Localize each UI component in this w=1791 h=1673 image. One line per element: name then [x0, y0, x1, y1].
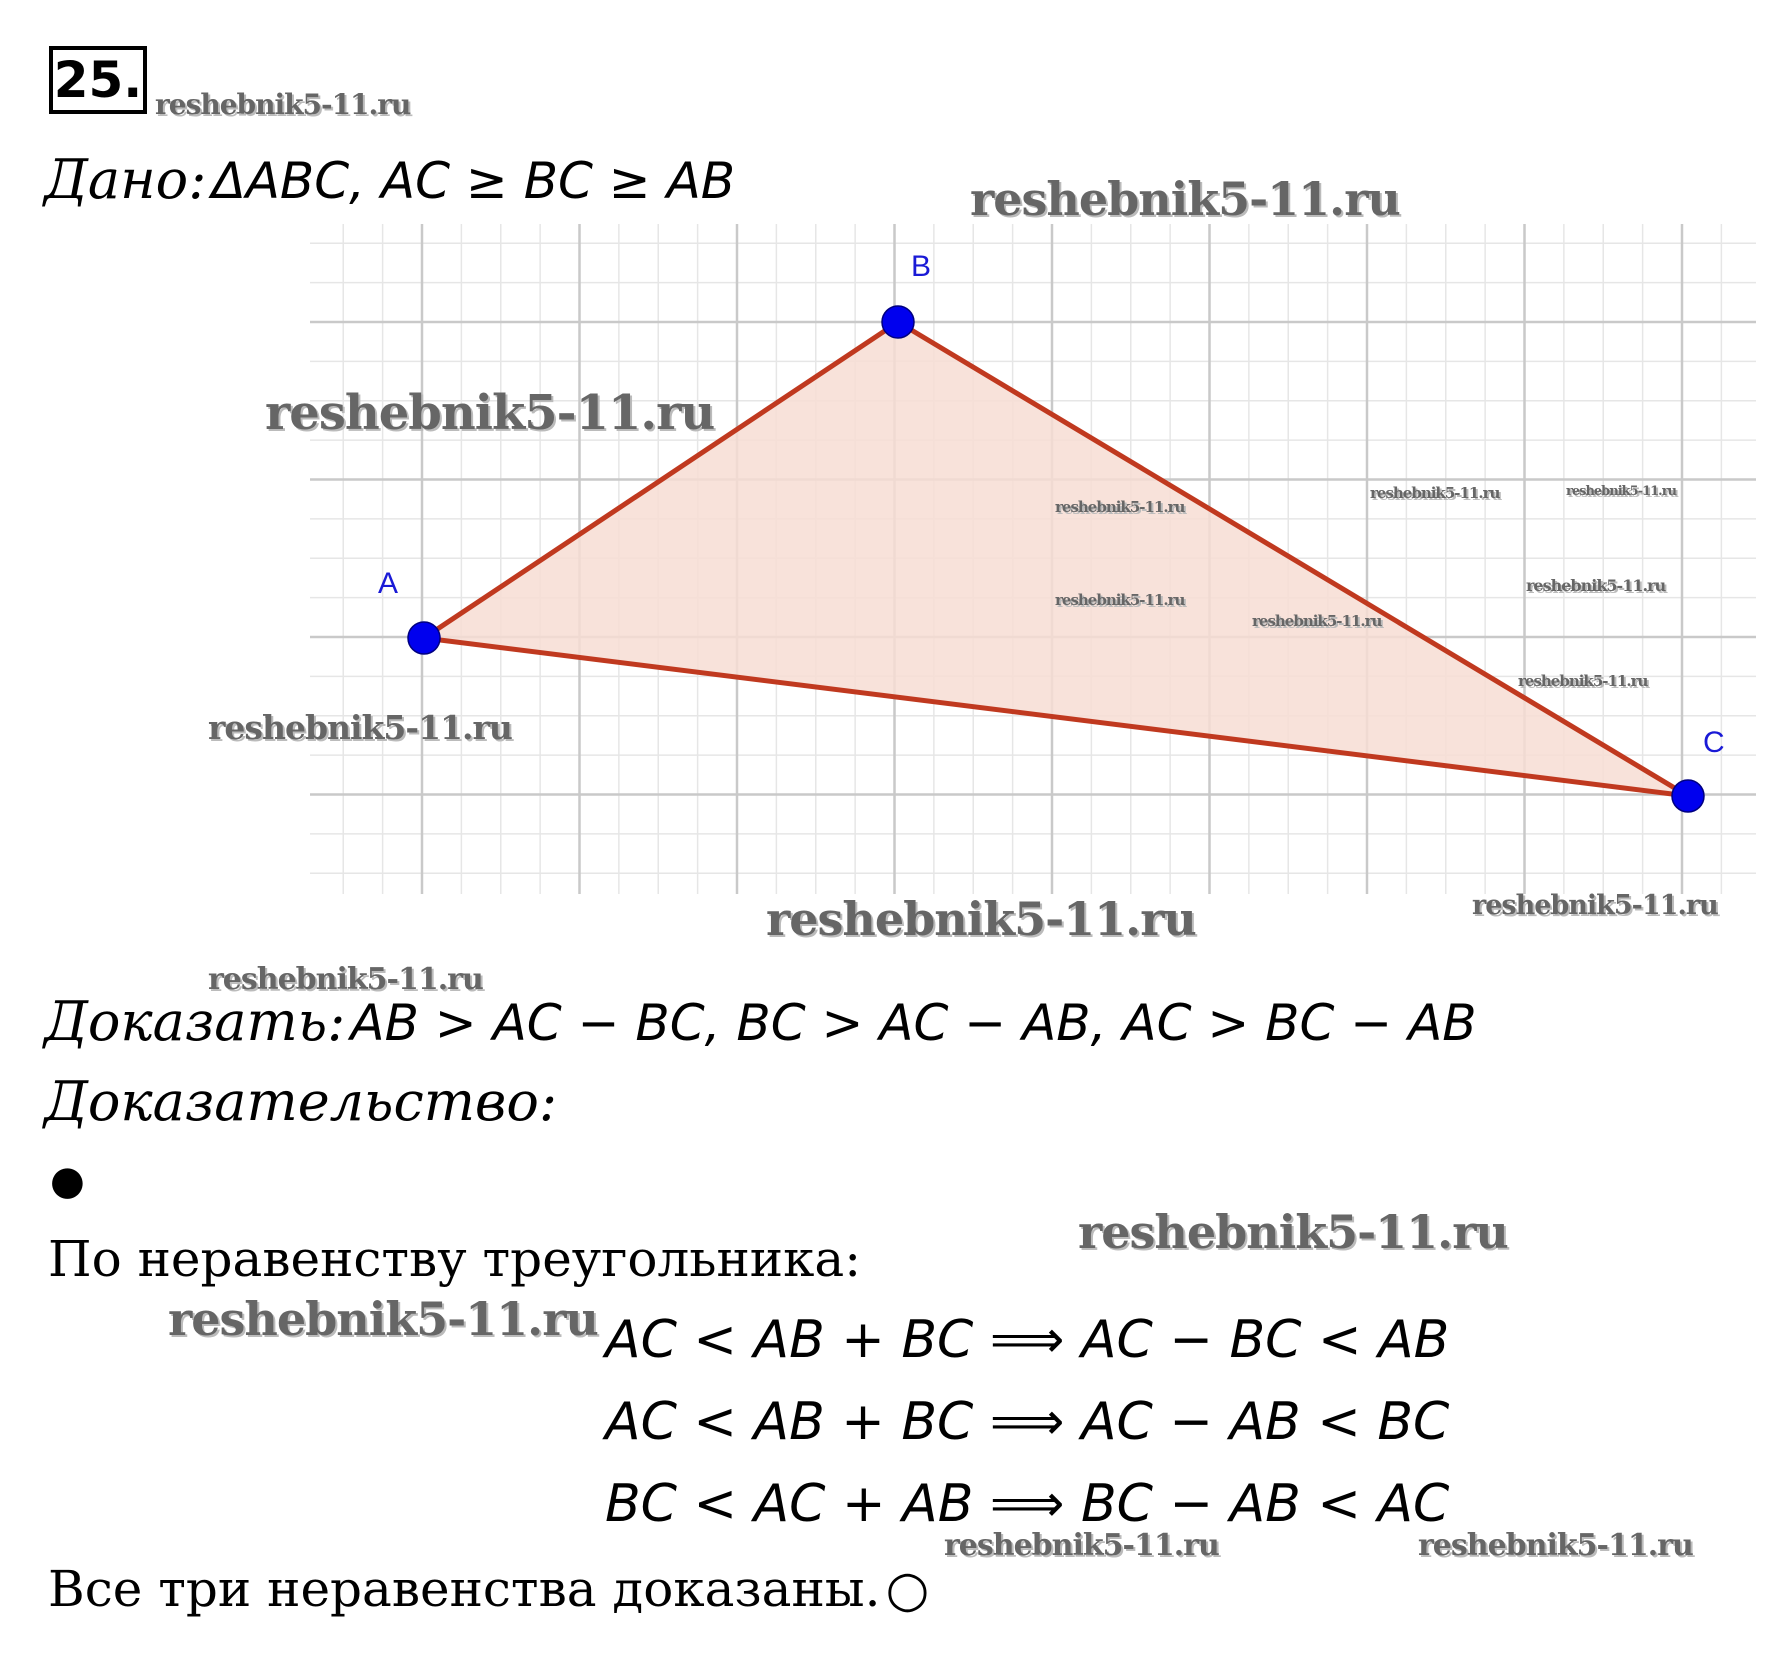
- prove-separator: :: [327, 990, 346, 1053]
- proof-separator: :: [538, 1070, 558, 1133]
- prove-statement: AB > AC − BC, BC > AC − AB, AC > BC − AB: [350, 994, 1477, 1052]
- point-b-label: B: [911, 250, 932, 283]
- task-number-box: 25.: [49, 46, 147, 114]
- watermark: reshebnik5-11.ru: [970, 172, 1400, 226]
- watermark: reshebnik5-11.ru: [766, 892, 1196, 946]
- point-a: [408, 622, 440, 654]
- point-a-label: A: [378, 567, 399, 600]
- prove-label: Доказать: [44, 990, 328, 1053]
- watermark: reshebnik5-11.ru: [155, 88, 411, 121]
- watermark: reshebnik5-11.ru: [1055, 498, 1185, 516]
- proof-heading: [44, 1070, 557, 1133]
- proof-intro: По неравенству треугольника:: [48, 1230, 862, 1288]
- watermark: reshebnik5-11.ru: [1518, 672, 1648, 690]
- watermark: reshebnik5-11.ru: [1252, 612, 1382, 630]
- watermark: reshebnik5-11.ru: [208, 962, 483, 997]
- proof-conclusion: Все три неравенства доказаны.: [48, 1560, 881, 1618]
- prove-line: [44, 990, 1477, 1053]
- given-label: Дано: [44, 148, 189, 211]
- proof-end-marker: ○: [885, 1560, 930, 1618]
- watermark: reshebnik5-11.ru: [168, 1292, 598, 1346]
- watermark: reshebnik5-11.ru: [1078, 1205, 1508, 1259]
- watermark: reshebnik5-11.ru: [208, 708, 512, 747]
- proof-label: Доказательство: [44, 1070, 539, 1133]
- proof-line-3: BC < AC + AB ⟹ BC − AB < AC: [605, 1474, 1450, 1534]
- watermark: reshebnik5-11.ru: [1472, 890, 1718, 921]
- watermark: reshebnik5-11.ru: [944, 1528, 1219, 1563]
- triangle-figure: [310, 224, 1756, 894]
- watermark: reshebnik5-11.ru: [1566, 484, 1677, 499]
- watermark: reshebnik5-11.ru: [265, 385, 715, 441]
- watermark: reshebnik5-11.ru: [1370, 484, 1500, 502]
- point-b: [882, 306, 914, 338]
- watermark: reshebnik5-11.ru: [1526, 576, 1666, 595]
- watermark: reshebnik5-11.ru: [1055, 591, 1185, 609]
- point-c-label: C: [1703, 726, 1725, 759]
- proof-conclusion-line: [48, 1560, 929, 1618]
- given-separator: :: [188, 148, 207, 211]
- given-statement: ΔABC, AC ≥ BC ≥ AB: [211, 152, 736, 210]
- point-c: [1672, 780, 1704, 812]
- proof-line-2: AC < AB + BC ⟹ AC − AB < BC: [605, 1392, 1450, 1452]
- proof-line-1: AC < AB + BC ⟹ AC − BC < AB: [605, 1310, 1450, 1370]
- watermark: reshebnik5-11.ru: [1418, 1528, 1693, 1563]
- given-line: [44, 148, 735, 211]
- proof-start-marker: ●: [50, 1158, 85, 1204]
